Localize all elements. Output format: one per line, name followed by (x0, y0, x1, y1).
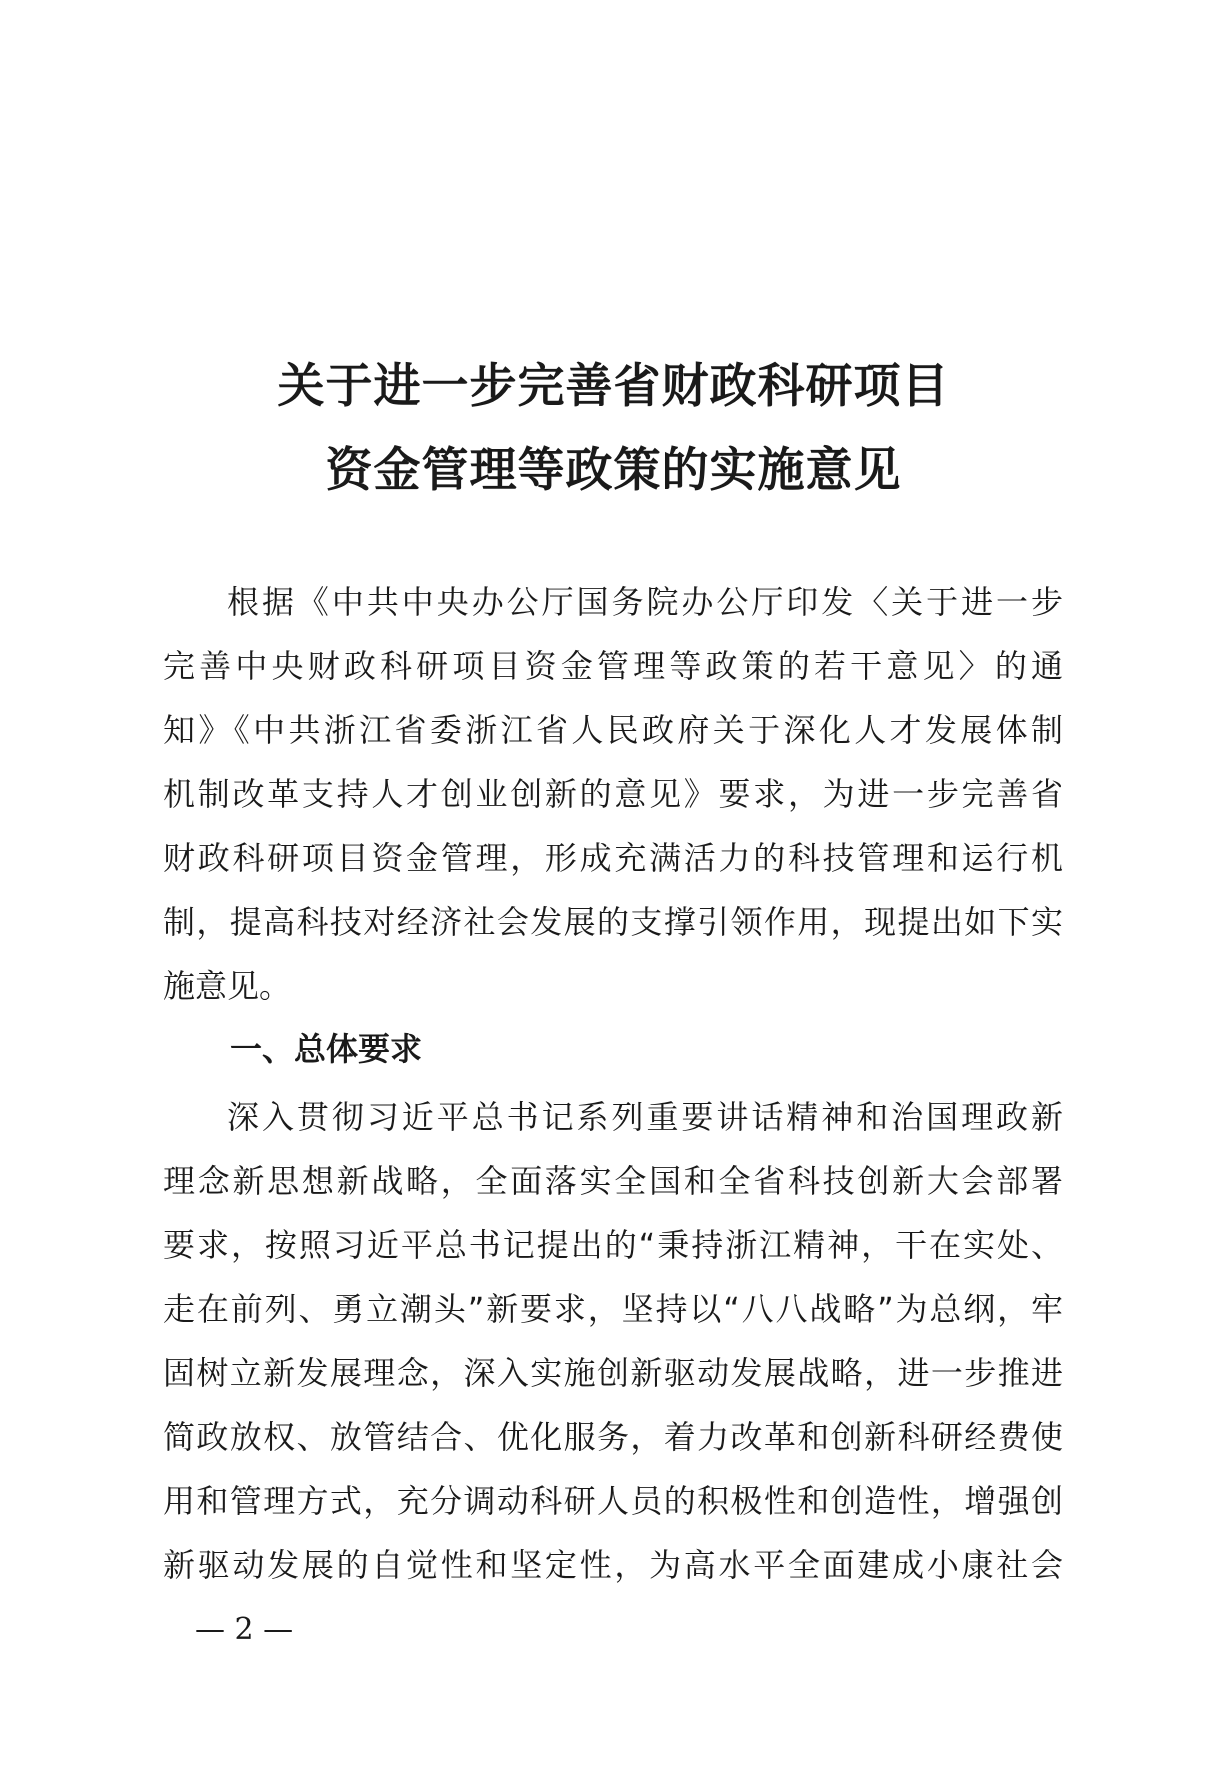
title-line-2: 资金管理等政策的实施意见 (325, 443, 902, 498)
section-line-5: 固树立新发展理念，深入实施创新驱动发展战略，进一步推进 (163, 1354, 1063, 1392)
intro-paragraph (163, 570, 1063, 1018)
section-line-1: 深入贯彻习近平总书记系列重要讲话精神和治国理政新 (227, 1098, 1063, 1136)
section-paragraph (163, 1085, 1063, 1597)
title-line-1: 关于进一步完善省财政科研项目 (277, 359, 950, 414)
section-heading: 一、总体要求 (230, 1030, 423, 1068)
intro-line-1: 根据《中共中央办公厅国务院办公厅印发〈关于进一步 (227, 583, 1063, 621)
intro-line-4: 机制改革支持人才创业创新的意见》要求，为进一步完善省 (163, 775, 1063, 813)
page-number: — 2 — (195, 1612, 294, 1647)
section-line-6: 简政放权、放管结合、优化服务，着力改革和创新科研经费使 (163, 1418, 1063, 1456)
document-title (0, 345, 1227, 513)
section-line-3: 要求，按照习近平总书记提出的“秉持浙江精神，干在实处、 (163, 1226, 1063, 1264)
intro-line-2: 完善中央财政科研项目资金管理等政策的若干意见〉的通 (163, 647, 1063, 685)
intro-line-3: 知》《中共浙江省委浙江省人民政府关于深化人才发展体制 (163, 711, 1063, 749)
section-line-7: 用和管理方式，充分调动科研人员的积极性和创造性，增强创 (163, 1482, 1063, 1520)
intro-line-5: 财政科研项目资金管理，形成充满活力的科技管理和运行机 (163, 839, 1063, 877)
section-line-8: 新驱动发展的自觉性和坚定性，为高水平全面建成小康社会 (163, 1546, 1063, 1584)
intro-line-7: 施意见。 (163, 967, 292, 1005)
section-line-2: 理念新思想新战略，全面落实全国和全省科技创新大会部署 (163, 1162, 1063, 1200)
section-line-4: 走在前列、勇立潮头”新要求，坚持以“八八战略”为总纲，牢 (163, 1290, 1063, 1328)
intro-line-6: 制，提高科技对经济社会发展的支撑引领作用，现提出如下实 (163, 903, 1063, 941)
